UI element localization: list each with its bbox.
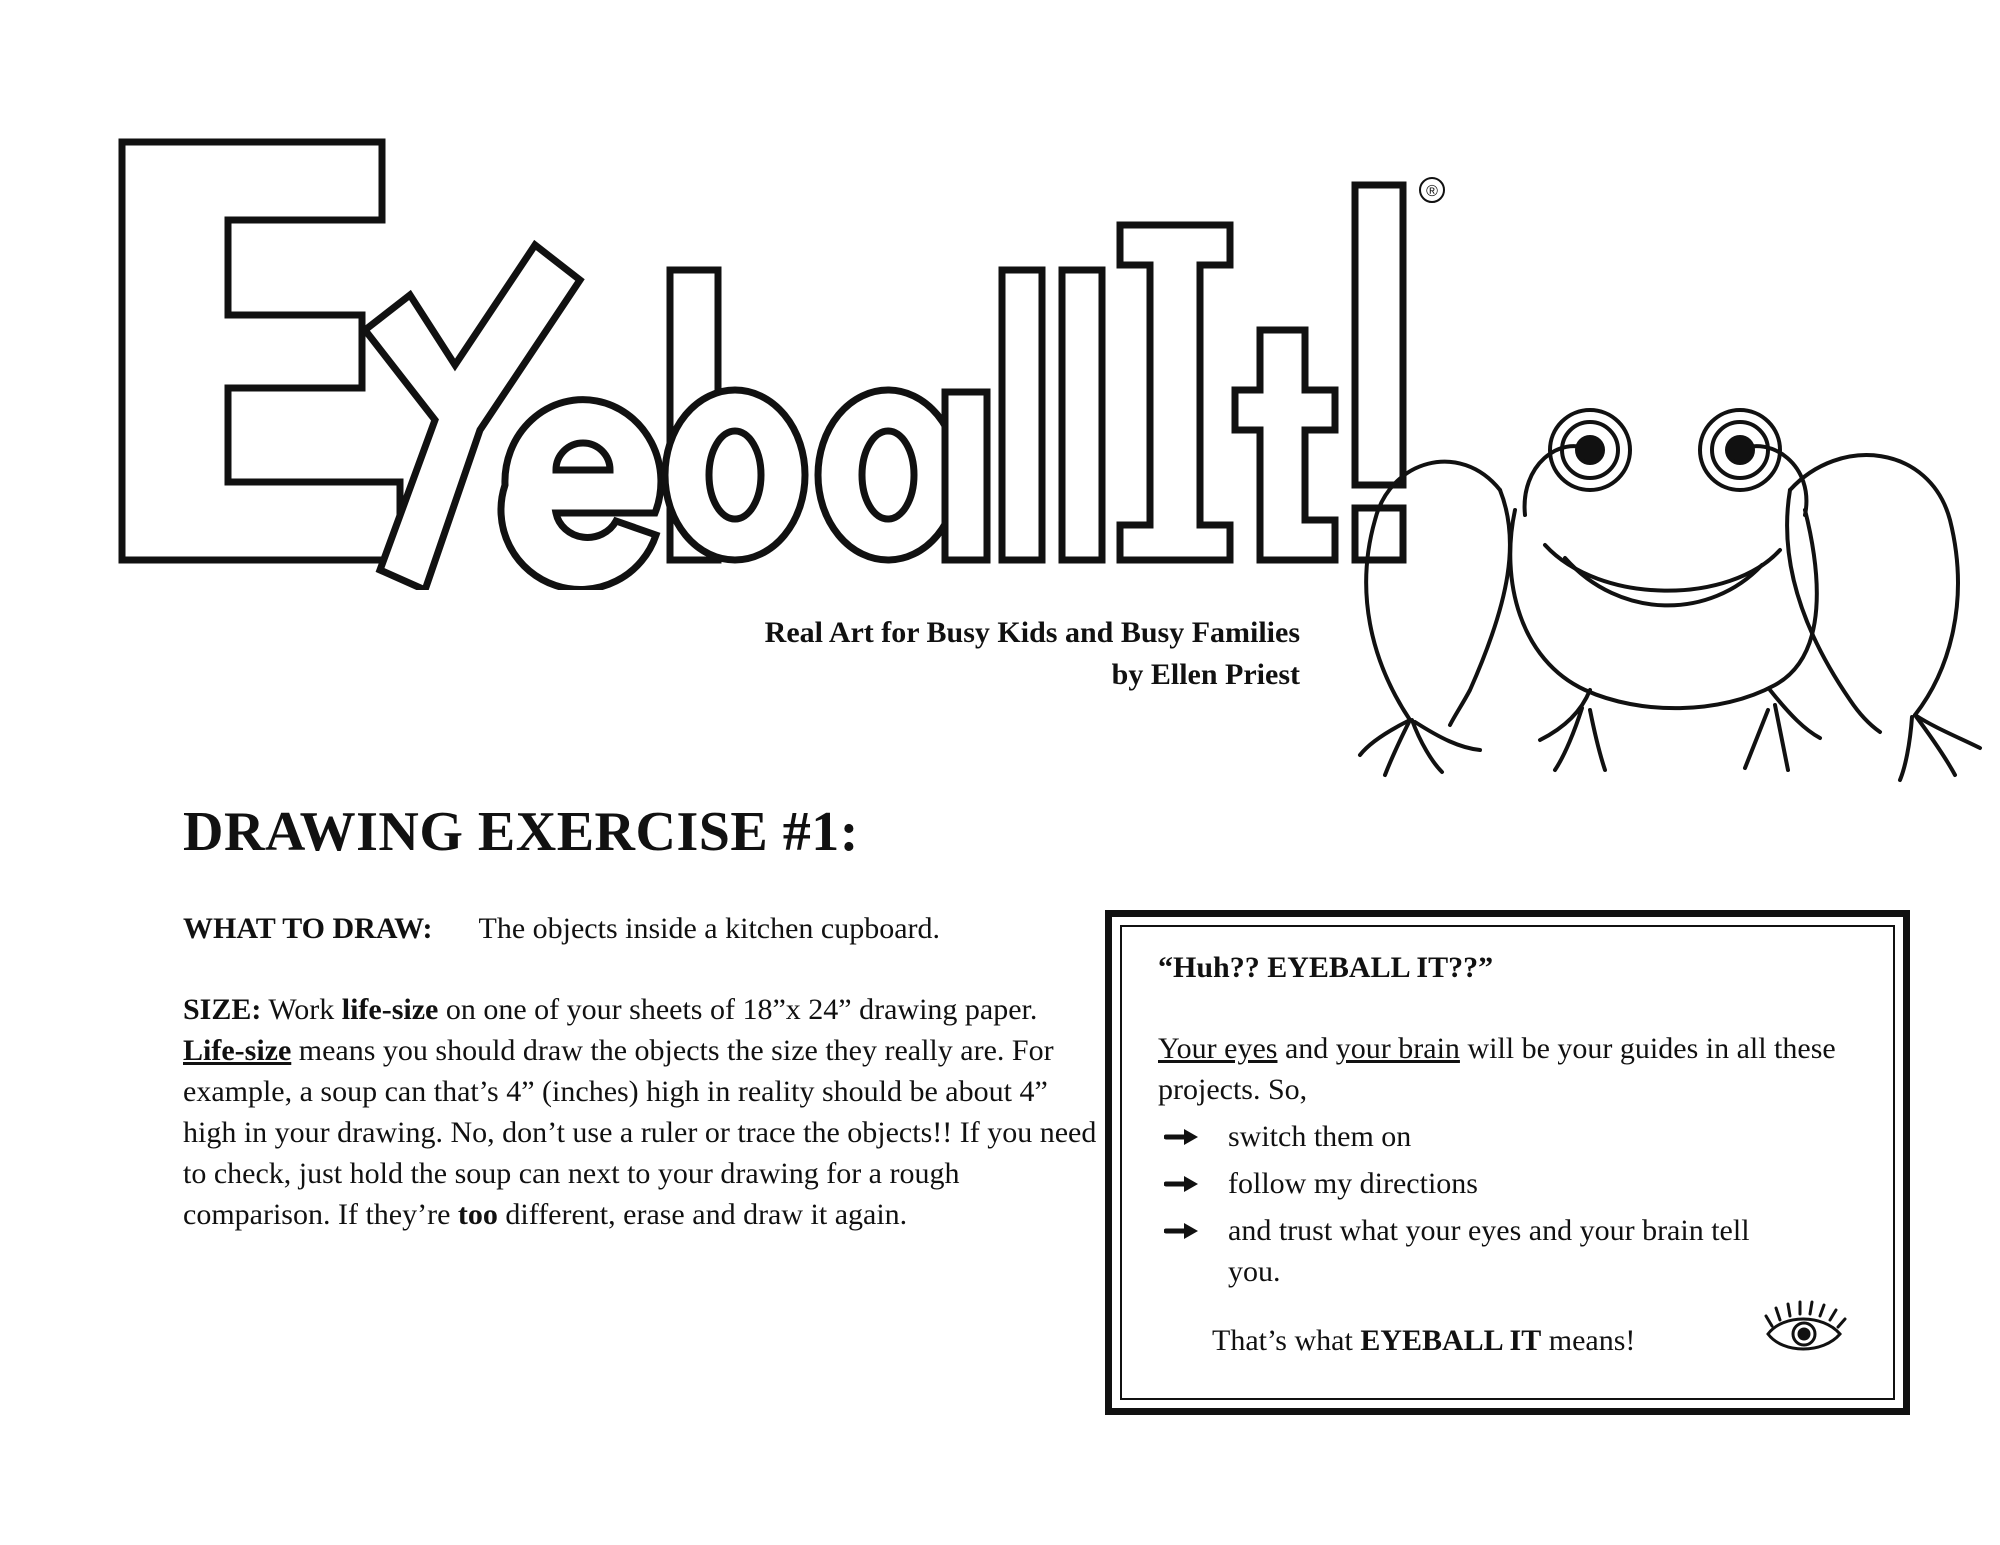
- size-bold-underlined-life-size: Life-size: [183, 1034, 292, 1067]
- subtitle-line-1: Real Art for Busy Kids and Busy Families: [764, 616, 1300, 649]
- subtitle-author: by Ellen Priest: [1111, 658, 1300, 691]
- eyeball-it-logo: [110, 130, 1450, 590]
- callout-intro-rest: will be your guides in all these projects. So,: [1158, 1032, 1836, 1106]
- callout-bullet: [1158, 1116, 1857, 1157]
- what-to-draw-paragraph: [183, 908, 1103, 949]
- callout-intro-your-brain: your brain: [1335, 1032, 1460, 1065]
- callout-intro-your-eyes: Your eyes: [1158, 1032, 1278, 1065]
- callout-box-inner: [1120, 925, 1895, 1400]
- registered-mark: ®: [1426, 183, 1438, 200]
- callout-title: “Huh?? EYEBALL IT??”: [1158, 951, 1494, 984]
- eye-icon: [1758, 1296, 1848, 1366]
- exercise-title: DRAWING EXERCISE #1:: [183, 801, 859, 863]
- exercise-body: [183, 908, 1103, 1275]
- subtitle: [765, 612, 1300, 696]
- arrow-right-icon: [1158, 1116, 1228, 1157]
- size-label: SIZE:: [183, 993, 262, 1026]
- size-text-1: Work: [261, 993, 342, 1026]
- callout-closing-post: means!: [1541, 1324, 1636, 1357]
- what-to-draw-text: The objects inside a kitchen cupboard.: [478, 912, 941, 945]
- callout-closing: [1158, 1320, 1857, 1361]
- callout-closing-bold: EYEBALL IT: [1360, 1324, 1542, 1357]
- size-bold-too: too: [457, 1198, 498, 1231]
- frog-illustration: [1350, 370, 1990, 790]
- size-text-3: means you should draw the objects the size they really are. For example, a soup can that’s 4” (inches) high in reality should be about 4” high in your drawing. No, don’t use a ruler or trace the objects!! If you need to check, just hold the soup can next to your drawing for a rough comparison. If they’re: [183, 1034, 1097, 1231]
- callout-bullet: [1158, 1210, 1857, 1292]
- size-paragraph: [183, 989, 1103, 1235]
- size-bold-life-size: life-size: [341, 993, 439, 1026]
- callout-box: [1105, 910, 1910, 1415]
- callout-closing-pre: That’s what: [1212, 1324, 1361, 1357]
- arrow-right-icon: [1158, 1210, 1228, 1251]
- what-to-draw-label: WHAT TO DRAW:: [183, 912, 433, 945]
- callout-bullet-text: and trust what your eyes and your brain tell you.: [1228, 1214, 1750, 1288]
- arrow-right-icon: [1158, 1163, 1228, 1204]
- callout-intro-and: and: [1277, 1032, 1336, 1065]
- callout-bullet-text: follow my directions: [1228, 1167, 1478, 1200]
- callout-bullet-text: switch them on: [1228, 1120, 1412, 1153]
- callout-bullet: [1158, 1163, 1857, 1204]
- size-text-4: different, erase and draw it again.: [497, 1198, 908, 1231]
- size-text-2: on one of your sheets of 18”x 24” drawing paper.: [438, 993, 1038, 1026]
- callout-intro: [1158, 1028, 1857, 1110]
